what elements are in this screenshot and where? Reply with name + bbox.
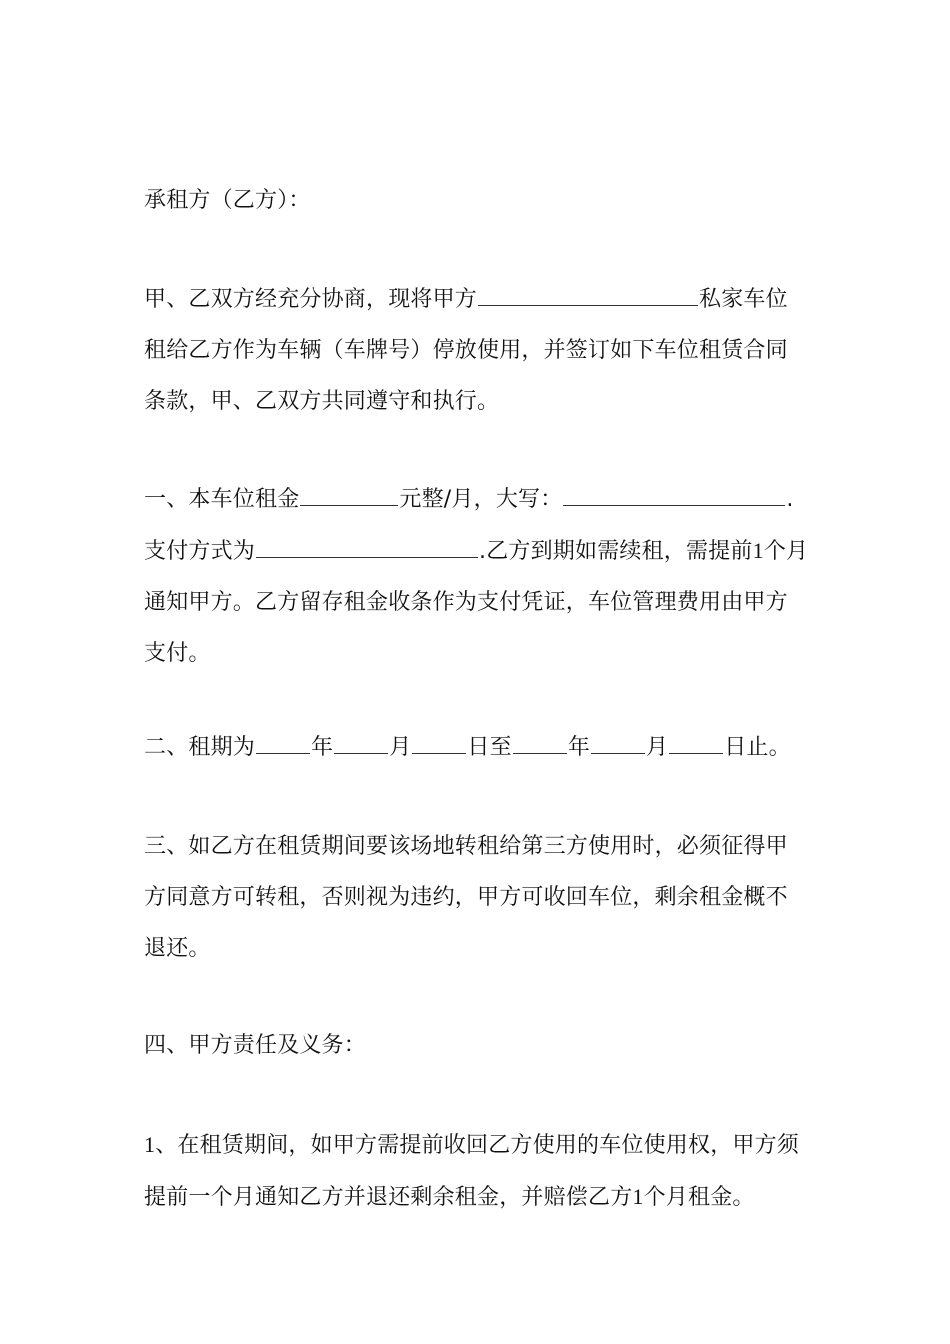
- lessee-label: [144, 175, 809, 226]
- clause-2-paragraph: [144, 722, 809, 773]
- clause-1-paragraph: [144, 474, 809, 679]
- clause-1-text-2: 元整/月，大写：: [399, 487, 563, 512]
- rent-uppercase-blank[interactable]: [563, 485, 785, 506]
- clause-1-text-4: 支付方式为: [144, 539, 256, 564]
- notice-months-number: 1: [752, 538, 764, 563]
- clause-4-item-1: [144, 1119, 809, 1223]
- clause-2-day-2: 日止。: [724, 735, 791, 760]
- clause-3-paragraph: [144, 821, 809, 974]
- end-month-blank[interactable]: [591, 733, 645, 754]
- compensation-months-number: 1: [632, 1184, 644, 1209]
- clause-2-start: 二、租期为: [144, 735, 256, 760]
- location-blank[interactable]: [478, 285, 698, 306]
- intro-text-1: 甲、乙双方经充分协商，现将甲方: [144, 287, 478, 312]
- end-year-blank[interactable]: [513, 733, 567, 754]
- clause-4-item-1-text-2: 个月租金。: [643, 1185, 755, 1210]
- start-day-blank[interactable]: [412, 733, 466, 754]
- payment-method-blank[interactable]: [256, 537, 478, 558]
- clause-4-item-1-text-1: 、在租赁期间，如甲方需提前收回乙方使用的车位使用权，甲方须提前一个月通知乙方并退还剩余租金，并赔偿乙方: [144, 1133, 800, 1210]
- clause-4-title: [144, 1020, 809, 1071]
- start-year-blank[interactable]: [256, 733, 310, 754]
- lessee-label-text: 承租方（乙方）：: [144, 188, 311, 213]
- clause-2-year-1: 年: [311, 735, 334, 760]
- clause-1-text-6: 个月通知甲方。乙方留存租金收条作为支付凭证，车位管理费用由甲方支付。: [144, 539, 809, 666]
- start-month-blank[interactable]: [334, 733, 388, 754]
- clause-1-text-1: 一、本车位租金: [144, 487, 300, 512]
- clause-2-month-2: 月: [646, 735, 669, 760]
- clause-1-text-3: .: [786, 487, 794, 512]
- clause-2-year-2: 年: [567, 735, 591, 760]
- end-day-blank[interactable]: [669, 733, 723, 754]
- intro-paragraph: [144, 274, 809, 427]
- clause-3-text: 三、如乙方在租赁期间要该场地转租给第三方使用时，必须征得甲方同意方可转租，否则视为违约，甲方可收回车位，剩余租金概不退还。: [144, 834, 788, 961]
- clause-4-title-text: 四、甲方责任及义务：: [144, 1033, 367, 1058]
- clause-2-month-1: 月: [389, 735, 412, 760]
- rent-amount-blank[interactable]: [300, 485, 398, 506]
- intro-text-2: 私家车位租给乙方作为车辆（车牌号）停放使用，并签订如下车位租赁合同条款，甲、乙双方共同遵守和执行。: [144, 287, 788, 414]
- clause-1-text-5: .乙方到期如需续租，需提前: [479, 539, 753, 564]
- item-number: 1: [144, 1132, 156, 1157]
- clause-2-day-1: 日至: [467, 735, 512, 760]
